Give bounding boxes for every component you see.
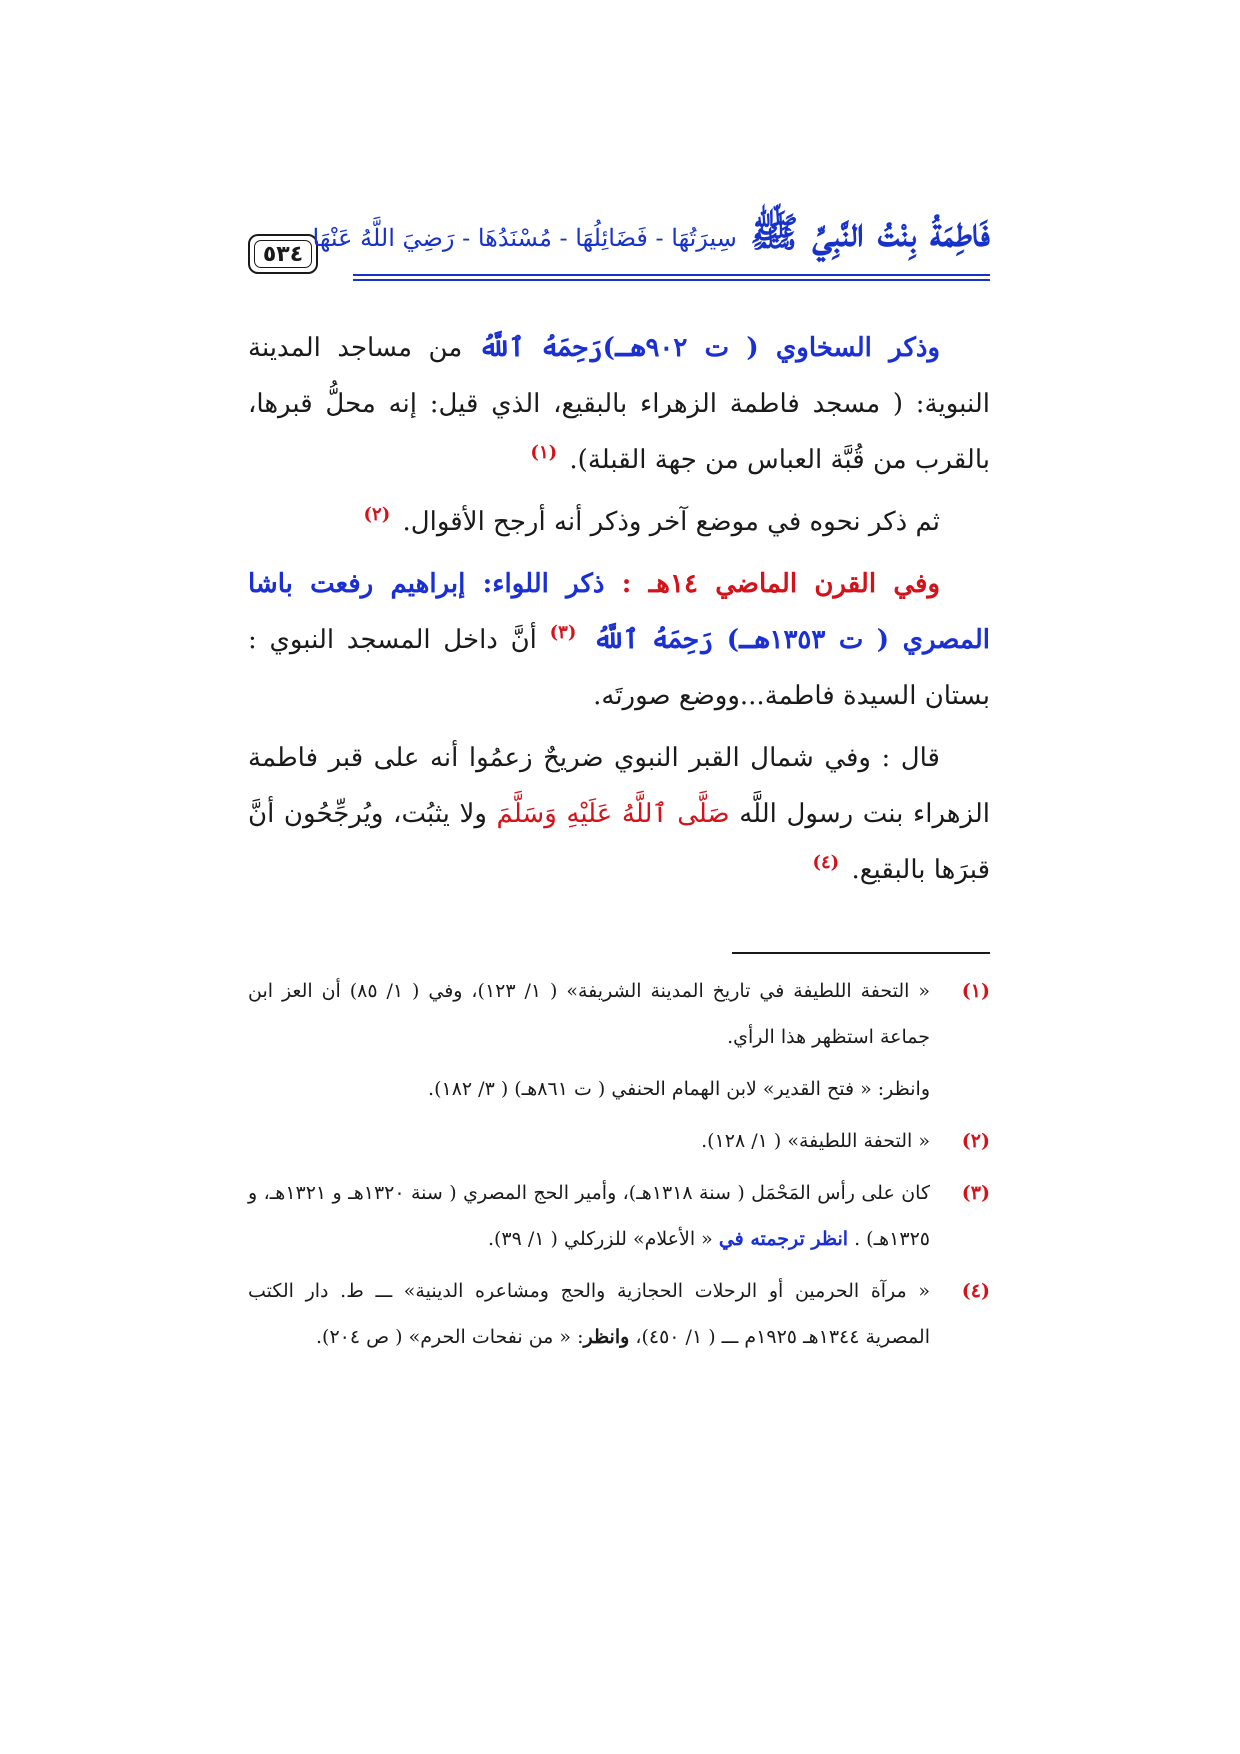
sakhawi-name: وذكر السخاوي ( ت ٩٠٢هـ): [602, 333, 940, 363]
century-label: وفي القرن الماضي ١٤هـ :: [604, 569, 941, 599]
footnote-3-text-b: « الأعلام» للزركلي ( ١/ ٣٩).: [487, 1228, 719, 1250]
footnote-4-text-a: « مرآة الحرمين أو الرحلات الحجازية والحج ومشاعره الدينية» ـــ ط. دار الكتب المصرية ١٣٤٤هـ ١٩٢٥م ـــ ( ١/ ٤٥٠)،: [248, 1280, 930, 1348]
footnote-1-extra-text: وانظر: « فتح القدير» لابن الهمام الحنفي ( ت ٨٦١هـ) ( ٣/ ١٨٢).: [428, 1078, 930, 1100]
paragraph-4-text-a: قال : وفي شمال القبر النبوي ضريحٌ زعمُوا أنه على قبر فاطمة الزهراء بنت رسول اللَّه: [248, 743, 990, 829]
footnote-ref-2[interactable]: (٢): [363, 504, 391, 526]
paragraph-2: [248, 494, 990, 550]
paragraph-3-text: أنَّ داخل المسجد النبوي : بستان السيدة فاطمة...ووضع صورتَه.: [248, 625, 990, 711]
footnote-3-see-link[interactable]: انظر ترجمته في: [718, 1228, 849, 1250]
paragraph-3: [248, 556, 990, 724]
footnote-ref-1[interactable]: (١): [530, 442, 558, 464]
footnote-2-number: (٢): [961, 1130, 990, 1152]
honorific-rahimahullah-2: رَحِمَهُ ٱللَّهُ: [593, 625, 727, 655]
page-number-frame: [248, 234, 318, 274]
header-rule-bottom: [353, 279, 990, 281]
header-double-rule: [353, 274, 990, 282]
footnote-2: [248, 1118, 990, 1164]
ibrahim-rifat-name: ذكر اللواء: إبراهيم رفعت باشا المصري ( ت ١٣٥٣هـ): [248, 569, 991, 655]
footnote-2-text: « التحفة اللطيفة» ( ١/ ١٢٨).: [701, 1130, 930, 1152]
footnote-4: [248, 1268, 990, 1360]
footnote-separator: [732, 952, 990, 954]
page-header: [248, 208, 990, 286]
footnote-1-extra: [248, 1066, 990, 1112]
footnote-ref-3[interactable]: (٣): [549, 622, 577, 644]
footnote-1-text: « التحفة اللطيفة في تاريخ المدينة الشريفة» ( ١/ ١٢٣)، وفي ( ١/ ٨٥) أن العز ابن جماعة استظهر هذا الرأي.: [248, 980, 930, 1048]
paragraph-4: [248, 730, 990, 898]
paragraph-4-text-b: ولا يثبُت، ويُرجِّحُون أنَّ قبرَها بالبقيع.: [248, 799, 990, 885]
footnote-3-text-a: كان على رأس المَحْمَل ( سنة ١٣١٨هـ)، وأمير الحج المصري ( سنة ١٣٢٠هـ و ١٣٢١هـ، و ١٣٢٥هـ) .: [248, 1182, 930, 1250]
salawat: صَلَّى ٱللَّهُ عَلَيْهِ وَسَلَّمَ: [496, 799, 730, 829]
footnote-4-see-label: وانظر: [583, 1326, 630, 1348]
footnote-ref-4[interactable]: (٤): [812, 852, 840, 874]
honorific-rahimahullah: رَحِمَهُ ٱللَّهُ: [478, 333, 603, 363]
footnote-1: [248, 968, 990, 1060]
book-title: فَاطِمَةُ بِنْتُ النَّبِيِّ ﷺ: [750, 209, 990, 256]
paragraph-2-text: ثم ذكر نحوه في موضع آخر وذكر أنه أرجح الأقوال.: [402, 507, 940, 537]
footnote-3-number: (٣): [961, 1182, 990, 1204]
footnotes: [248, 968, 990, 1366]
running-title: [312, 208, 990, 266]
footnote-4-text-b: : « من نفحات الحرم» ( ص ٢٠٤).: [316, 1326, 584, 1348]
book-subtitle: سِيرَتُهَا - فَضَائِلُهَا - مُسْنَدُهَا - رَضِيَ اللَّهُ عَنْهَا: [312, 224, 737, 252]
header-rule-top: [353, 274, 990, 276]
footnote-3: [248, 1170, 990, 1262]
page-number: ٥٣٤: [262, 241, 304, 267]
paragraph-1: [248, 320, 990, 488]
main-text: [248, 320, 990, 898]
footnote-4-number: (٤): [961, 1280, 990, 1302]
footnote-1-number: (١): [961, 980, 990, 1002]
paragraph-1-text: من مساجد المدينة النبوية: ( مسجد فاطمة الزهراء بالبقيع، الذي قيل: إنه محلُّ قبرها، بالقرب من قُبَّة العباس من جهة القبلة).: [248, 333, 990, 475]
